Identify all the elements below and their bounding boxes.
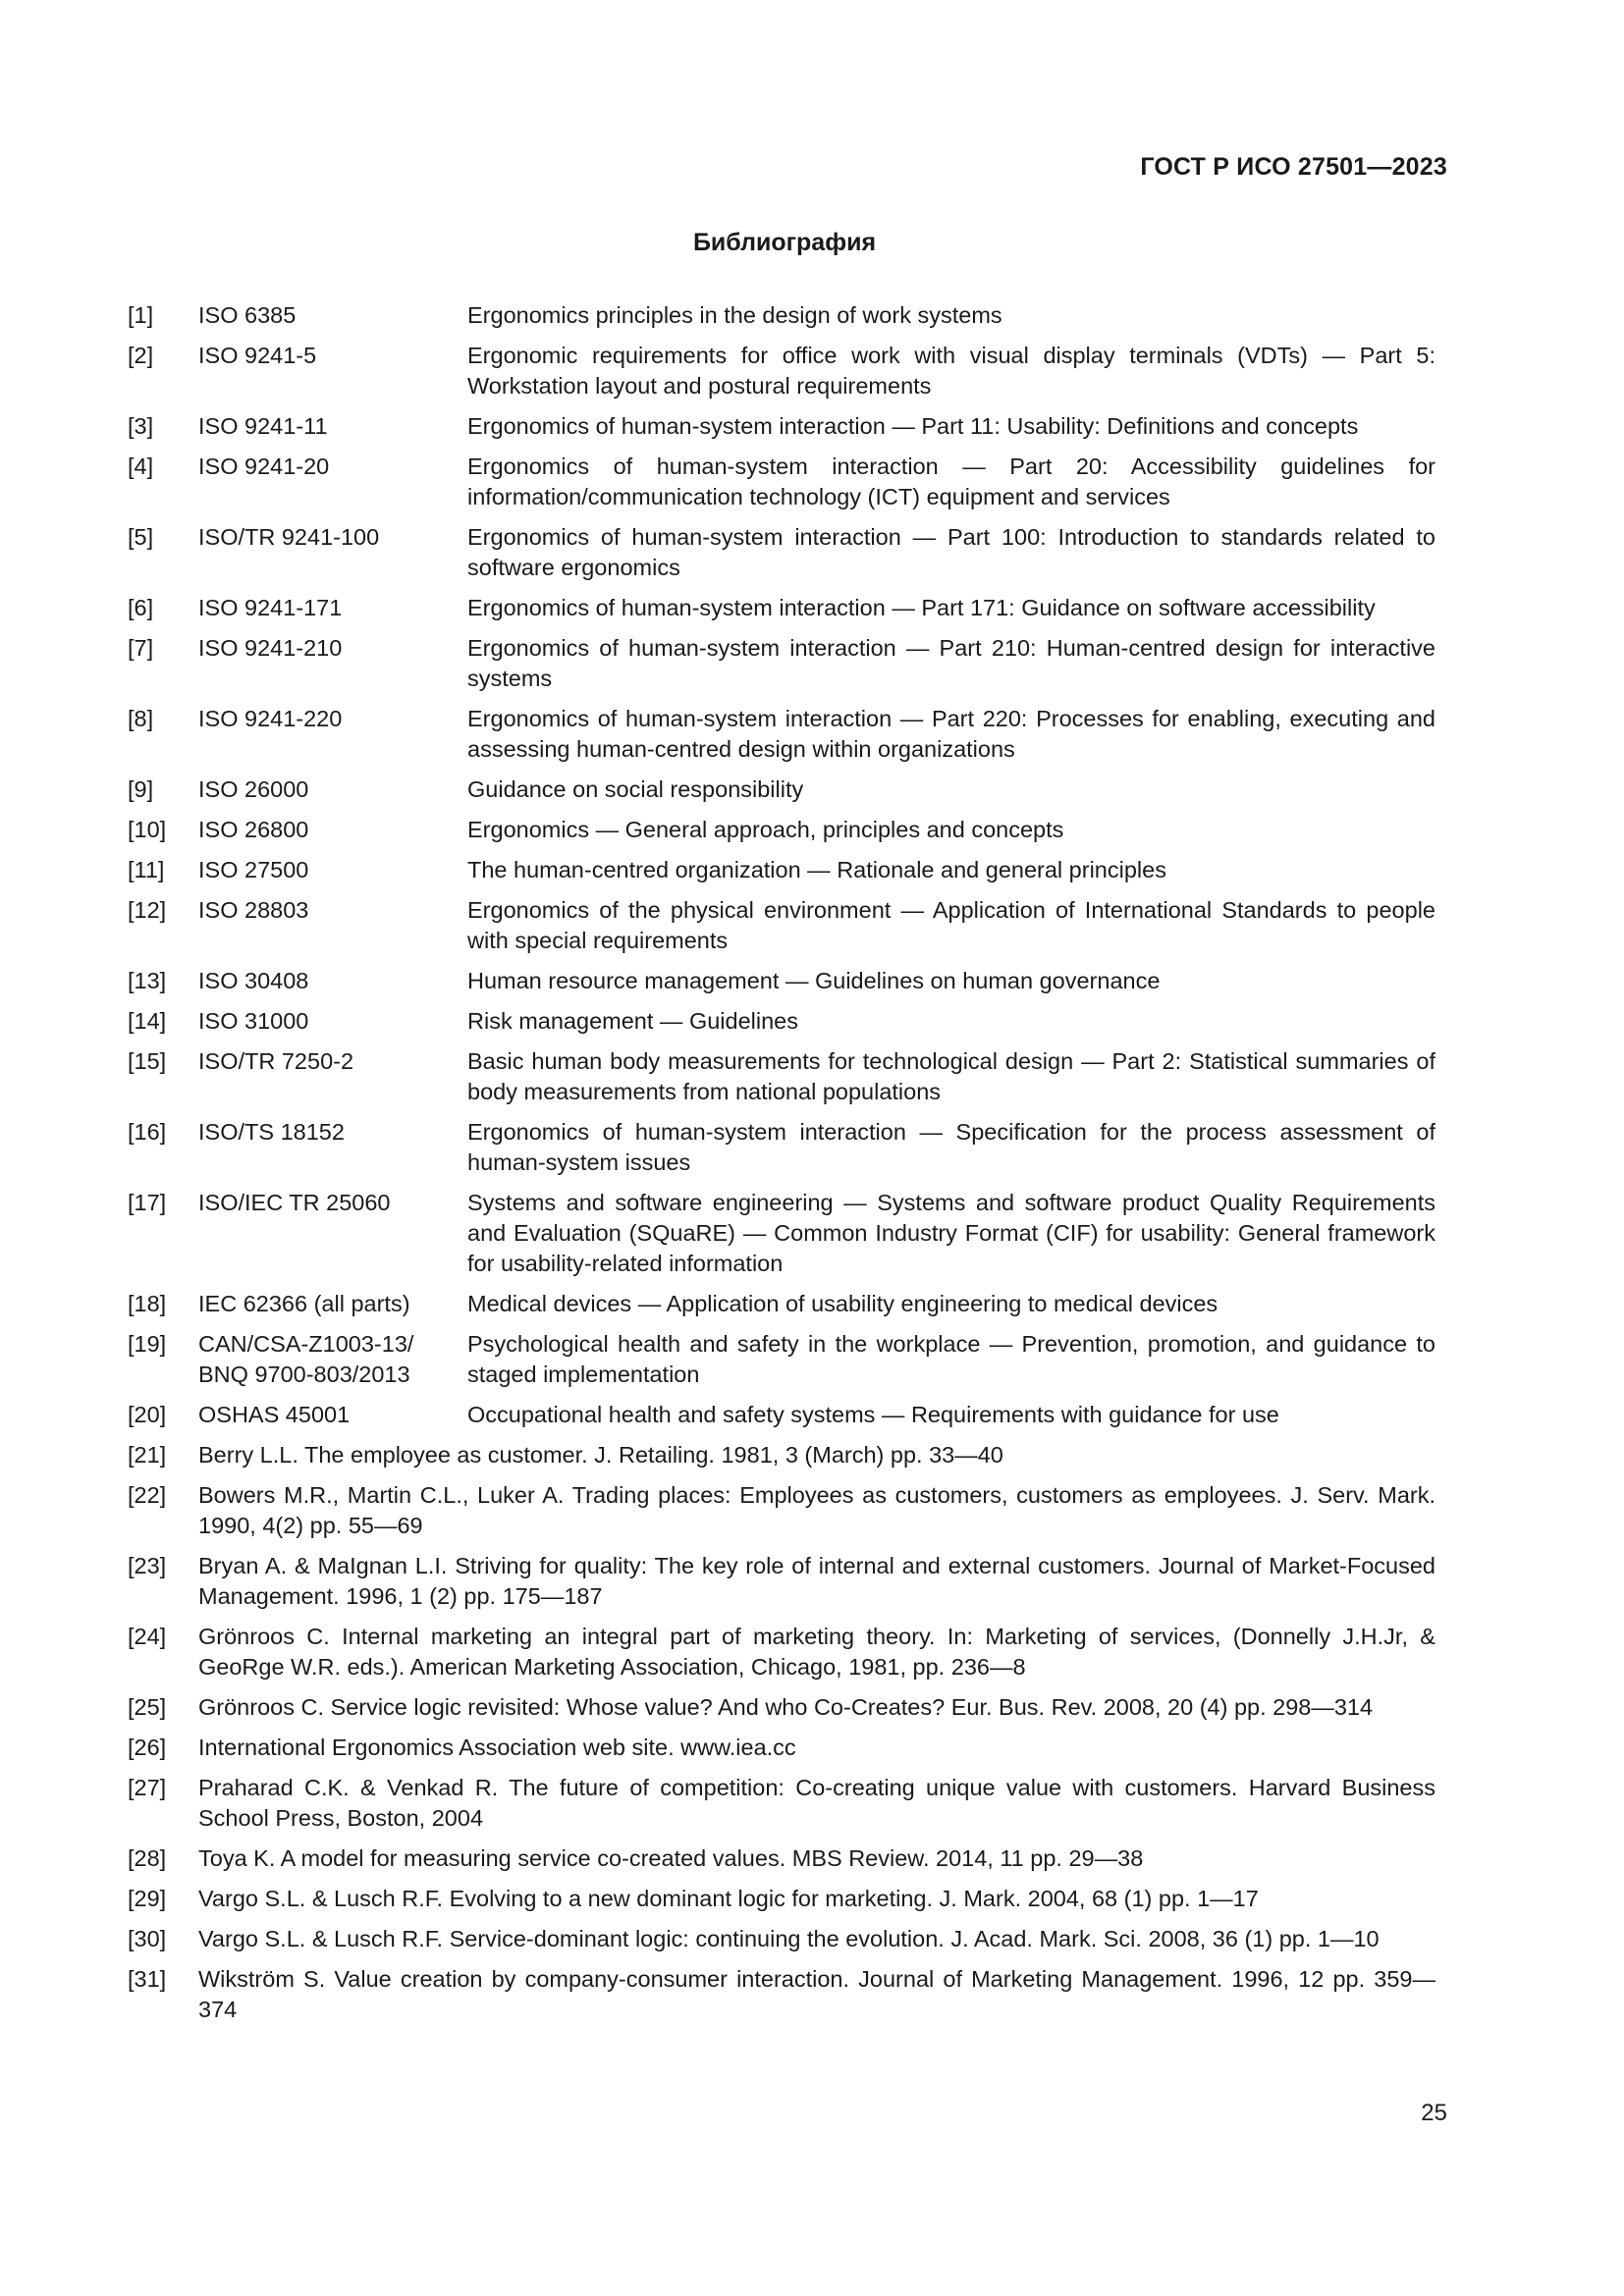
bibliography-entry	[128, 1289, 1435, 1319]
reference-text: Wikström S. Value creation by company-consumer interaction. Journal of Marketing Management. 1996, 12 pp. 359—374	[198, 1966, 1435, 2022]
entry-number: [23]	[128, 1553, 167, 1578]
standard-code-header: ГОСТ Р ИСО 27501—2023	[1140, 153, 1447, 181]
entry-number: [30]	[128, 1926, 167, 1951]
bibliography-entry	[128, 774, 1435, 805]
bibliography-entry	[128, 1117, 1435, 1178]
standards-list	[128, 300, 1435, 1430]
bibliography-entry	[128, 1551, 1435, 1612]
bibliography-entry	[128, 1480, 1435, 1541]
entry-number: [7]	[128, 635, 154, 661]
bibliography-entry	[128, 1440, 1435, 1470]
standard-designation: ISO 9241-20	[198, 454, 330, 479]
standard-title: Occupational health and safety systems — Requirements with guidance for use	[467, 1402, 1279, 1427]
standard-designation: ISO 27500	[198, 857, 309, 882]
standard-title: Human resource management — Guidelines on human governance	[467, 968, 1161, 993]
bibliography-list	[128, 300, 1435, 2035]
entry-number: [29]	[128, 1886, 167, 1911]
standard-designation: ISO 9241-11	[198, 413, 328, 439]
standard-designation: ISO/TR 7250-2	[198, 1048, 354, 1074]
bibliography-entry	[128, 815, 1435, 845]
bibliography-entry	[128, 1773, 1435, 1834]
standard-designation: IEC 62366 (all parts)	[198, 1291, 410, 1316]
entry-number: [1]	[128, 302, 154, 328]
entry-number: [24]	[128, 1624, 167, 1649]
reference-text: Grönroos C. Service logic revisited: Whose value? And who Co-Creates? Eur. Bus. Rev. 2008, 20 (4) pp. 298—314	[198, 1694, 1374, 1720]
reference-text: Vargo S.L. & Lusch R.F. Evolving to a new dominant logic for marketing. J. Mark. 2004, 68 (1) pp. 1—17	[198, 1886, 1259, 1911]
entry-number: [6]	[128, 595, 154, 620]
standard-designation: ISO 6385	[198, 302, 297, 328]
bibliography-entry	[128, 1924, 1435, 1954]
bibliography-entry	[128, 966, 1435, 996]
reference-text: Bowers M.R., Martin C.L., Luker A. Trading places: Employees as customers, customers as employees. J. Serv. Mark. 1990, 4(2) pp. 55—69	[198, 1482, 1435, 1538]
entry-number: [14]	[128, 1008, 167, 1034]
reference-text: Bryan A. & MaIgnan L.I. Striving for quality: The key role of internal and external customers. Journal of Market-Focused Management. 1996, 1 (2) pp. 175—187	[198, 1553, 1435, 1609]
reference-text: Praharad C.K. & Venkad R. The future of competition: Co-creating unique value with customers. Harvard Business School Press, Boston, 2004	[198, 1775, 1435, 1831]
reference-text: Vargo S.L. & Lusch R.F. Service-dominant logic: continuing the evolution. J. Acad. Mark. Sci. 2008, 36 (1) pp. 1—10	[198, 1926, 1380, 1951]
bibliography-entry	[128, 704, 1435, 765]
standard-title: Ergonomics of human-system interaction — Part 100: Introduction to standards related to software ergonomics	[467, 524, 1435, 580]
bibliography-entry	[128, 1622, 1435, 1682]
bibliography-entry	[128, 1400, 1435, 1430]
standard-title: Ergonomics principles in the design of work systems	[467, 302, 1002, 328]
entry-number: [25]	[128, 1694, 167, 1720]
reference-text: Grönroos C. Internal marketing an integral part of marketing theory. In: Marketing of services, (Donnelly J.H.Jr, & GeoRge W.R. eds.). American Marketing Association, Chicago, 1981, pp. 236—8	[198, 1624, 1435, 1680]
entry-number: [21]	[128, 1442, 167, 1468]
standard-title: Ergonomics of human-system interaction — Part 11: Usability: Definitions and concepts	[467, 413, 1359, 439]
standard-designation: ISO/IEC TR 25060	[198, 1190, 391, 1215]
entry-number: [10]	[128, 817, 167, 842]
bibliography-entry	[128, 895, 1435, 956]
standard-designation: ISO/TS 18152	[198, 1119, 345, 1145]
standard-title: Ergonomic requirements for office work with visual display terminals (VDTs) — Part 5: Workstation layout and postural requirements	[467, 343, 1435, 399]
standard-designation: OSHAS 45001	[198, 1402, 351, 1427]
standard-designation: CAN/CSA-Z1003-13/ BNQ 9700-803/2013	[198, 1331, 414, 1387]
bibliography-entry	[128, 1006, 1435, 1037]
entry-number: [5]	[128, 524, 154, 550]
standard-title: Ergonomics of human-system interaction — Part 20: Accessibility guidelines for information/communication technology (ICT) equipment and services	[467, 454, 1435, 509]
standard-designation: ISO 9241-220	[198, 706, 343, 731]
entry-number: [17]	[128, 1190, 167, 1215]
bibliography-entry	[128, 1733, 1435, 1763]
entry-number: [20]	[128, 1402, 167, 1427]
entry-number: [26]	[128, 1735, 167, 1760]
standard-designation: ISO 28803	[198, 897, 309, 923]
entry-number: [3]	[128, 413, 154, 439]
entry-number: [22]	[128, 1482, 167, 1508]
reference-text: Berry L.L. The employee as customer. J. Retailing. 1981, 3 (March) pp. 33—40	[198, 1442, 1003, 1468]
page-number: 25	[1421, 2100, 1447, 2126]
standard-designation: ISO 31000	[198, 1008, 309, 1034]
bibliography-entry	[128, 1188, 1435, 1279]
standard-title: Ergonomics — General approach, principles and concepts	[467, 817, 1064, 842]
entry-number: [11]	[128, 857, 165, 882]
entry-number: [19]	[128, 1331, 167, 1357]
standard-title: Guidance on social responsibility	[467, 776, 804, 802]
standard-title: The human-centred organization — Rationale and general principles	[467, 857, 1166, 882]
entry-number: [15]	[128, 1048, 167, 1074]
standard-designation: ISO 9241-210	[198, 635, 343, 661]
entry-number: [8]	[128, 706, 154, 731]
bibliography-entry	[128, 1964, 1435, 2025]
references-list	[128, 1440, 1435, 2025]
standard-title: Systems and software engineering — Systems and software product Quality Requirements and Evaluation (SQuaRE) — Common Industry Format (CIF) for usability: General framework for usability-related information	[467, 1190, 1435, 1276]
standard-title: Ergonomics of human-system interaction — Part 220: Processes for enabling, executing and assessing human-centred design within organizations	[467, 706, 1435, 762]
standard-title: Ergonomics of human-system interaction — Specification for the process assessment of human-system issues	[467, 1119, 1435, 1175]
standard-designation: ISO 26800	[198, 817, 309, 842]
entry-number: [4]	[128, 454, 154, 479]
entry-number: [13]	[128, 968, 167, 993]
standard-designation: ISO 26000	[198, 776, 309, 802]
bibliography-entry	[128, 1884, 1435, 1914]
bibliography-entry	[128, 855, 1435, 885]
standard-designation: ISO 9241-171	[198, 595, 343, 620]
page-title: Библиография	[692, 229, 877, 256]
entry-number: [2]	[128, 343, 154, 368]
bibliography-entry	[128, 522, 1435, 583]
bibliography-entry	[128, 1046, 1435, 1107]
standard-title: Psychological health and safety in the workplace — Prevention, promotion, and guidance to staged implementation	[467, 1331, 1435, 1387]
standard-title: Basic human body measurements for technological design — Part 2: Statistical summaries of body measurements from national populations	[467, 1048, 1435, 1104]
standard-designation: ISO 9241-5	[198, 343, 317, 368]
reference-text: International Ergonomics Association web site. www.iea.cc	[198, 1735, 796, 1760]
entry-number: [28]	[128, 1845, 167, 1871]
standard-designation: ISO/TR 9241-100	[198, 524, 380, 550]
bibliography-entry	[128, 1692, 1435, 1723]
standard-title: Risk management — Guidelines	[467, 1008, 798, 1034]
standard-title: Ergonomics of the physical environment — Application of International Standards to people with special requirements	[467, 897, 1435, 953]
bibliography-entry	[128, 411, 1435, 442]
bibliography-entry	[128, 300, 1435, 331]
bibliography-entry	[128, 452, 1435, 512]
standard-title: Medical devices — Application of usability engineering to medical devices	[467, 1291, 1218, 1316]
bibliography-entry	[128, 1329, 1435, 1390]
standard-title: Ergonomics of human-system interaction — Part 171: Guidance on software accessibility	[467, 595, 1376, 620]
standard-title: Ergonomics of human-system interaction — Part 210: Human-centred design for interactive systems	[467, 635, 1435, 691]
entry-number: [27]	[128, 1775, 167, 1800]
bibliography-entry	[128, 1843, 1435, 1874]
bibliography-entry	[128, 633, 1435, 694]
bibliography-entry	[128, 593, 1435, 623]
entry-number: [31]	[128, 1966, 167, 1992]
reference-text: Toya K. A model for measuring service co-created values. MBS Review. 2014, 11 pp. 29—38	[198, 1845, 1144, 1871]
entry-number: [9]	[128, 776, 154, 802]
entry-number: [18]	[128, 1291, 167, 1316]
bibliography-entry	[128, 341, 1435, 401]
standard-designation: ISO 30408	[198, 968, 309, 993]
entry-number: [16]	[128, 1119, 167, 1145]
entry-number: [12]	[128, 897, 167, 923]
